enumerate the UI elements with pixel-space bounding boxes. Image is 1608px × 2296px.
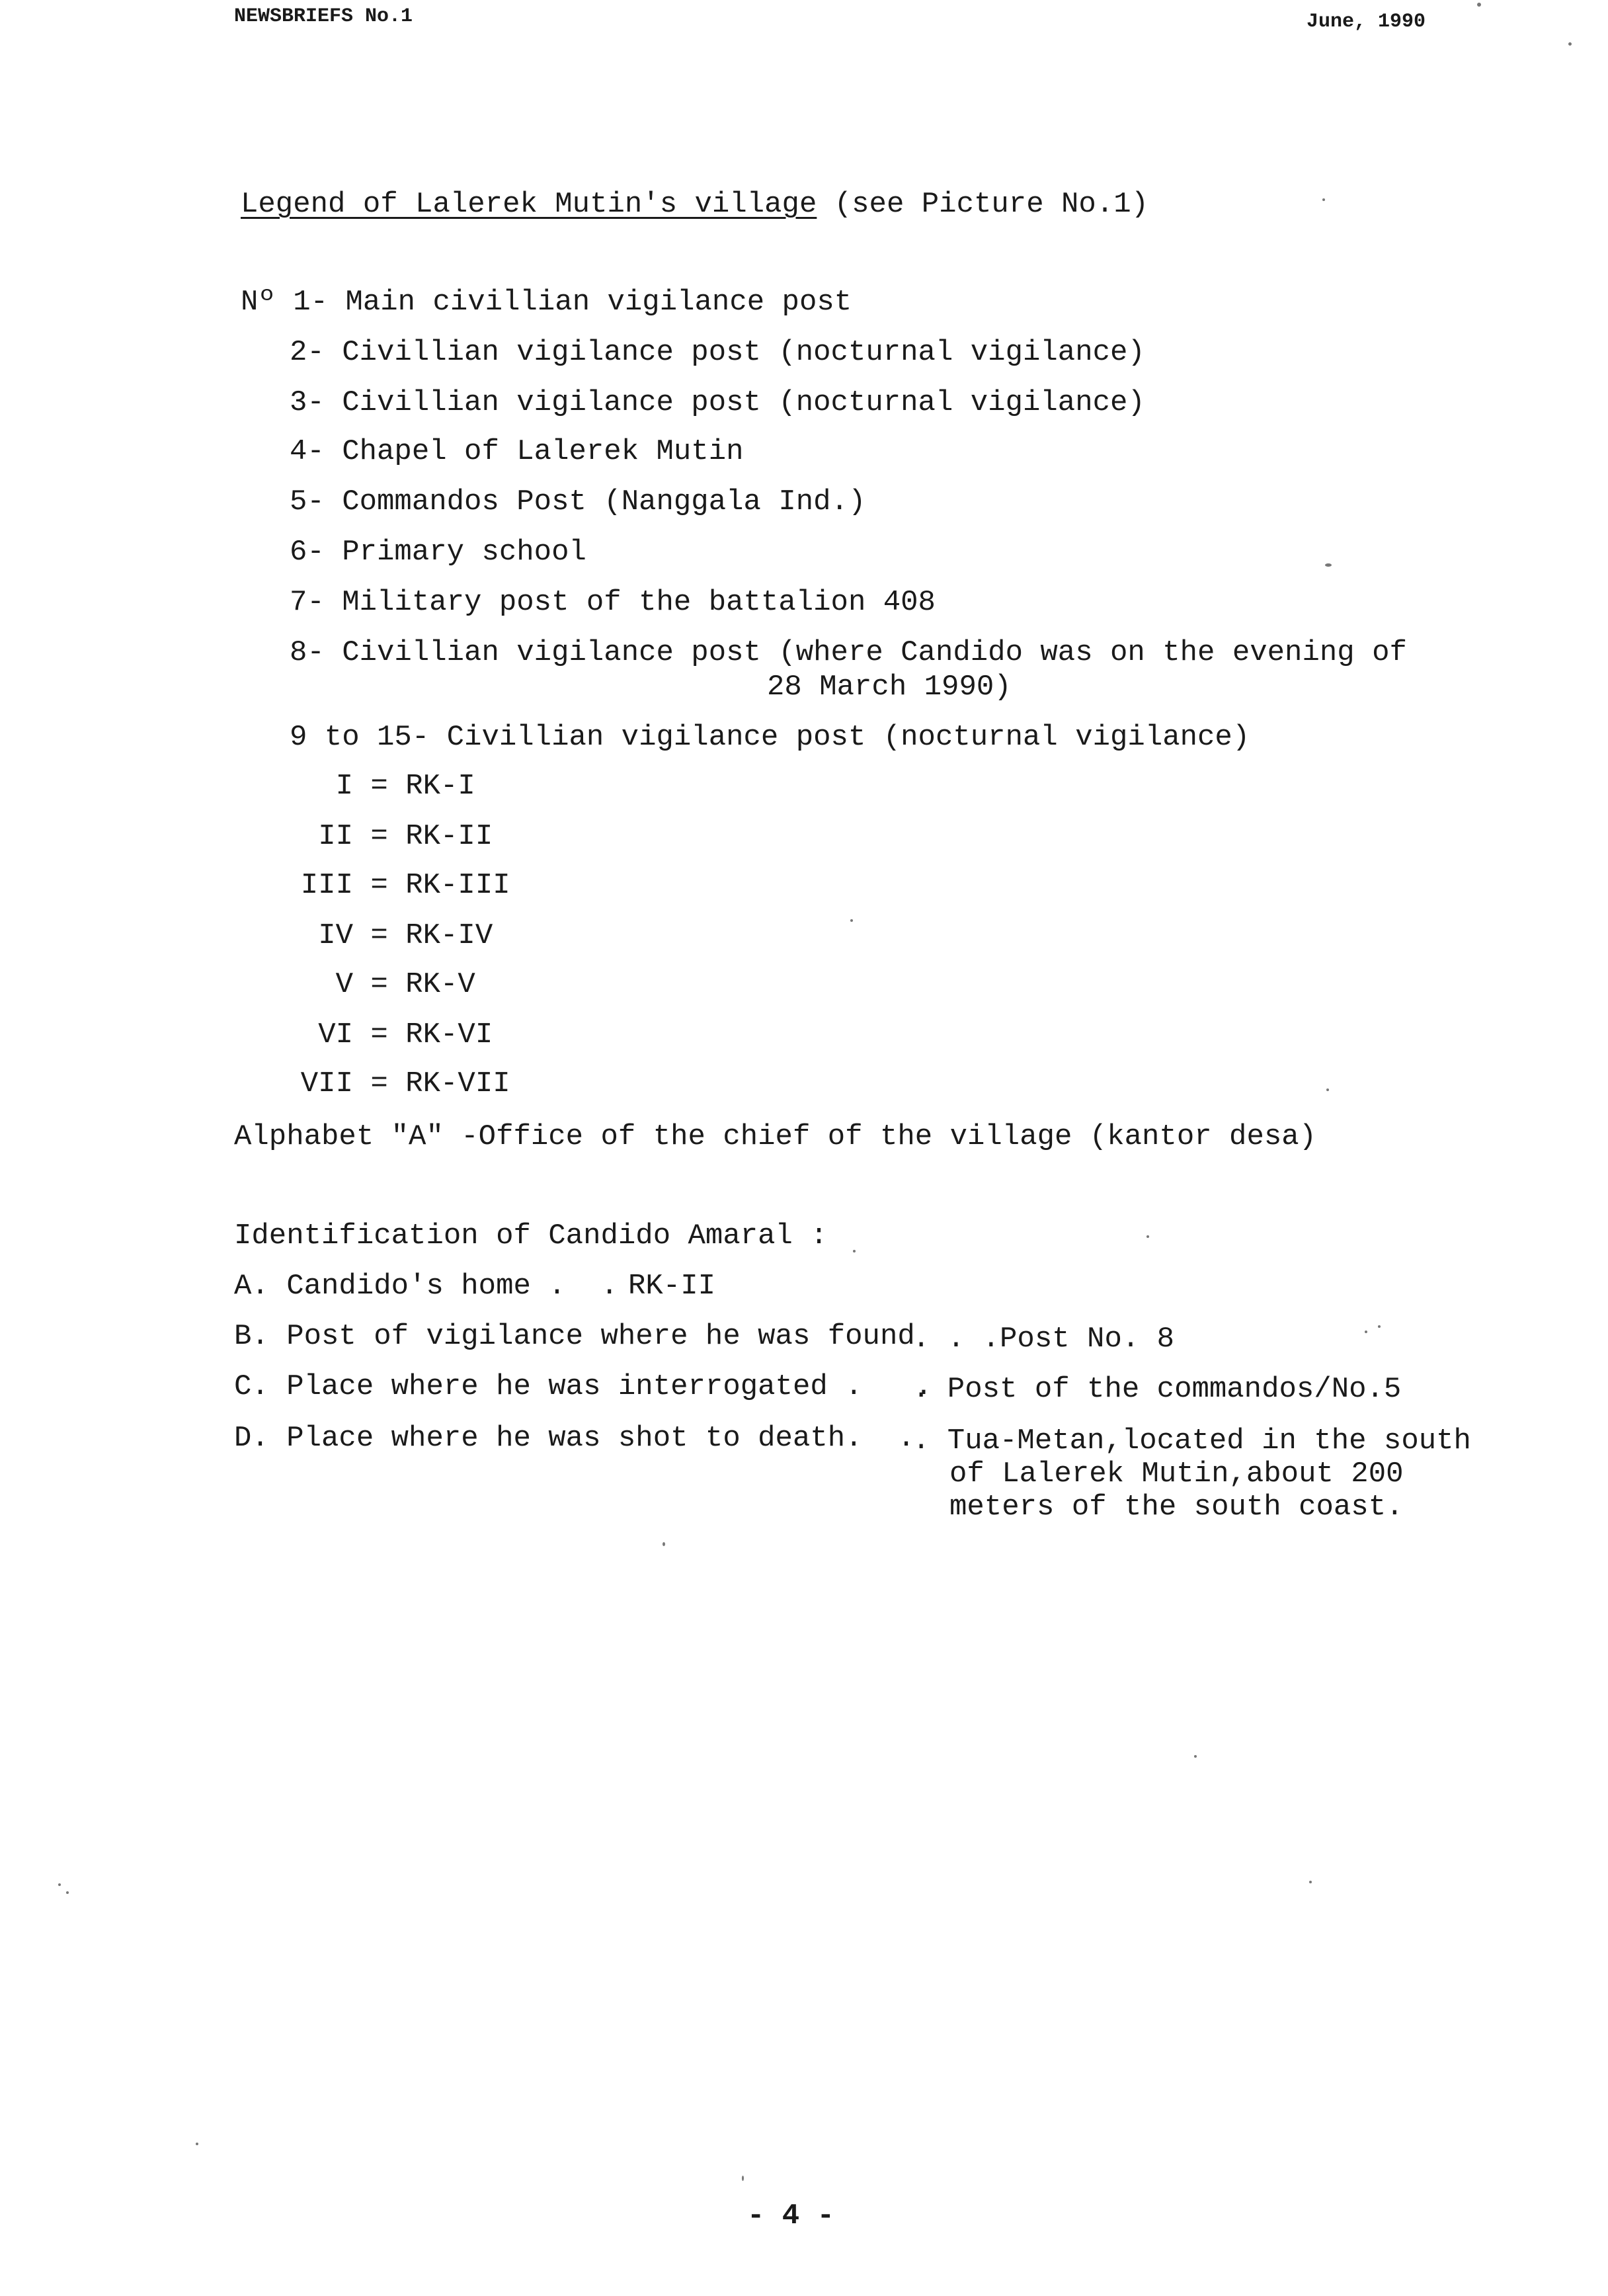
identification-value: . . .Post No. 8	[912, 1323, 1175, 1356]
scan-speck	[742, 2176, 744, 2181]
legend-title-ref: (see Picture No.1)	[834, 188, 1149, 221]
scan-speck	[1378, 1325, 1381, 1328]
scan-speck	[196, 2143, 198, 2145]
legend-item-text: Chapel of Lalerek Mutin	[342, 435, 744, 468]
roman-value: RK-VII	[405, 1067, 510, 1100]
legend-item	[290, 485, 865, 518]
identification-label: A. Candido's home . .	[234, 1270, 618, 1303]
roman-value: RK-V	[405, 968, 475, 1001]
roman-value: RK-I	[405, 770, 475, 803]
header-publication: NEWSBRIEFS No.1	[234, 5, 413, 28]
roman-row	[254, 919, 493, 952]
identification-value: . Tua-Metan,located in the south	[912, 1424, 1471, 1457]
legend-item	[290, 586, 936, 619]
roman-num: VII	[300, 1067, 353, 1100]
roman-eq: =	[370, 1067, 388, 1100]
legend-item-num: Nº 1-	[241, 286, 329, 319]
legend-item-num: 6-	[290, 536, 325, 569]
roman-num: III	[300, 869, 353, 902]
scan-speck	[1477, 3, 1481, 7]
roman-row	[254, 1018, 493, 1051]
scan-speck	[1568, 42, 1572, 46]
roman-eq: =	[370, 869, 388, 902]
identification-title: Identification of Candido Amaral :	[234, 1219, 828, 1252]
roman-value: RK-II	[405, 820, 493, 853]
identification-value-continuation: of Lalerek Mutin,about 200	[949, 1457, 1404, 1491]
legend-item-text: Civillian vigilance post (nocturnal vigilance)	[342, 386, 1145, 419]
legend-item-text: Commandos Post (Nanggala Ind.)	[342, 485, 866, 518]
roman-eq: =	[370, 968, 388, 1001]
scan-speck	[58, 1883, 61, 1886]
scan-speck	[1194, 1755, 1197, 1758]
legend-item	[290, 721, 1250, 754]
legend-item-num: 4-	[290, 435, 325, 468]
identification-value: . Post of the commandos/No.5	[912, 1373, 1402, 1406]
legend-item-num: 3-	[290, 386, 325, 419]
header-date: June, 1990	[1306, 11, 1426, 33]
roman-num: V	[335, 968, 353, 1001]
scan-speck	[1322, 198, 1325, 201]
roman-eq: =	[370, 1018, 388, 1051]
roman-row	[254, 820, 493, 853]
roman-value: RK-III	[405, 869, 510, 902]
identification-value-continuation: meters of the south coast.	[949, 1491, 1404, 1524]
legend-item	[290, 435, 744, 468]
roman-num: II	[318, 820, 353, 853]
legend-item	[290, 336, 1145, 369]
legend-item-num: 5-	[290, 485, 325, 518]
scan-speck	[1365, 1331, 1367, 1333]
roman-value: RK-VI	[405, 1018, 493, 1051]
identification-value: RK-II	[628, 1270, 716, 1303]
roman-num: I	[335, 770, 353, 803]
legend-item-text: Civillian vigilance post (nocturnal vigilance)	[446, 721, 1250, 754]
legend-item	[290, 536, 586, 569]
roman-row	[254, 968, 475, 1001]
roman-row	[254, 1067, 510, 1100]
scan-speck	[663, 1542, 665, 1546]
scan-speck	[66, 1891, 69, 1894]
legend-item-num: 9 to 15-	[290, 721, 430, 754]
legend-item-continuation: 28 March 1990)	[767, 671, 1012, 704]
scan-speck	[850, 919, 853, 922]
roman-value: RK-IV	[405, 919, 493, 952]
legend-item-text: Main civillian vigilance post	[345, 286, 852, 319]
scan-speck	[1326, 1088, 1329, 1091]
scan-speck	[853, 1250, 856, 1252]
roman-num: IV	[318, 919, 353, 952]
alphabet-a-line: Alphabet "A" -Office of the chief of the village (kantor desa)	[234, 1120, 1317, 1153]
legend-item-text: Primary school	[342, 536, 586, 569]
legend-title-line	[241, 188, 1148, 221]
scan-speck	[1146, 1235, 1149, 1238]
roman-num: VI	[318, 1018, 353, 1051]
legend-item	[290, 636, 1407, 669]
identification-label: B. Post of vigilance where he was found	[234, 1320, 915, 1353]
legend-item-num: 7-	[290, 586, 325, 619]
identification-label: D. Place where he was shot to death. .	[234, 1422, 915, 1455]
roman-row	[254, 770, 475, 803]
roman-eq: =	[370, 770, 388, 803]
scan-speck	[1325, 563, 1332, 567]
identification-label: C. Place where he was interrogated . .	[234, 1370, 933, 1403]
page-number: - 4 -	[747, 2199, 835, 2233]
roman-eq: =	[370, 919, 388, 952]
legend-item-text: Civillian vigilance post (nocturnal vigilance)	[342, 336, 1145, 369]
legend-item	[290, 386, 1145, 419]
legend-title: Legend of Lalerek Mutin's village	[241, 188, 817, 221]
legend-item-num: 8-	[290, 636, 325, 669]
legend-item	[241, 286, 852, 319]
roman-eq: =	[370, 820, 388, 853]
legend-item-text: Civillian vigilance post (where Candido was on the evening of	[342, 636, 1407, 669]
scan-speck	[1309, 1881, 1312, 1883]
legend-item-text: Military post of the battalion 408	[342, 586, 936, 619]
roman-row	[254, 869, 510, 902]
legend-item-num: 2-	[290, 336, 325, 369]
